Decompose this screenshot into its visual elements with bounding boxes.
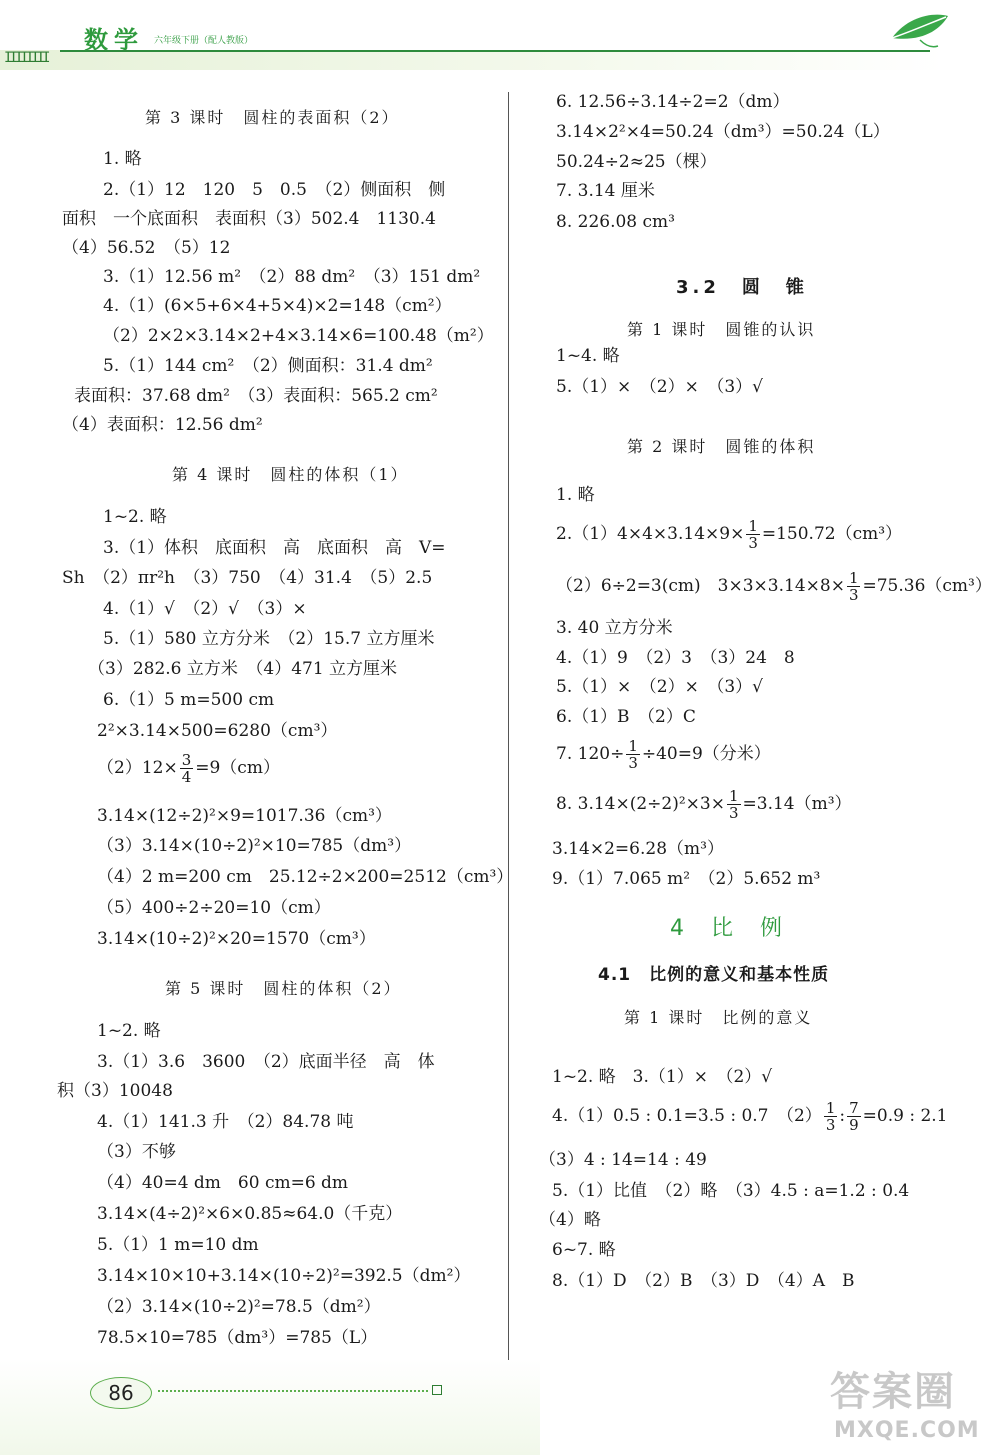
- fraction-denominator: 3: [628, 754, 638, 772]
- column-divider: [508, 92, 509, 1360]
- answer-line: 2.（1）12 120 5 0.5 （2）侧面积 侧: [103, 180, 446, 200]
- answer-line: 4.（1）141.3 升 （2）84.78 吨: [97, 1112, 354, 1132]
- answer-line: 1~4. 略: [556, 346, 620, 366]
- answer-line: 8. 226.08 cm³: [556, 212, 675, 232]
- answer-line: （3）4 : 14=14 : 49: [539, 1150, 707, 1170]
- answer-line: 78.5×10=785（dm³）=785（L）: [97, 1328, 378, 1348]
- footer-band: [0, 1360, 540, 1455]
- expr-text: 8. 3.14×(2÷2)²×3×: [556, 794, 725, 814]
- page-header: [0, 0, 1000, 80]
- answer-line: 面积 一个底面积 表面积（3）502.4 1130.4: [62, 209, 436, 229]
- answer-line: 5.（1）× （2）× （3）√: [556, 677, 763, 697]
- fraction-numerator: 1: [748, 517, 758, 535]
- expr-text: =9（cm）: [195, 758, 280, 778]
- answer-line: 3.（1）12.56 m² （2）88 dm² （3）151 dm²: [103, 267, 481, 287]
- answer-line: （2）3.14×(10÷2)²=78.5（dm²）: [97, 1297, 381, 1317]
- answer-line: 6~7. 略: [552, 1240, 616, 1260]
- fraction-denominator: 3: [728, 804, 739, 822]
- expr-text: 2.（1）4×4×3.14×9×: [556, 524, 745, 544]
- answer-line-fraction: [552, 1100, 948, 1133]
- answer-line: 1~2. 略 3.（1）× （2）√: [552, 1067, 773, 1087]
- answer-line-fraction: [556, 518, 902, 551]
- answer-line: 1~2. 略: [97, 1021, 161, 1041]
- ratio-lesson-1-title: 第 1 课时 比例的意义: [624, 1008, 813, 1027]
- fraction-numerator: 1: [848, 569, 859, 587]
- cone-lesson-1-title: 第 1 课时 圆锥的认识: [627, 320, 816, 339]
- answer-line-fraction: [556, 570, 992, 603]
- answer-line: 3. 40 立方分米: [556, 618, 673, 638]
- expr-text: （2）6÷2=3(cm) 3×3×3.14×8×: [556, 576, 845, 596]
- answer-line: 积（3）10048: [57, 1081, 173, 1101]
- answer-line: 8.（1）D （2）B （3）D （4）A B: [552, 1271, 855, 1291]
- fraction-numerator: 7: [849, 1099, 859, 1117]
- answer-line: （4）表面积：12.56 dm²: [62, 415, 263, 435]
- fraction: [180, 752, 194, 785]
- watermark-main: 答案圈: [830, 1369, 956, 1415]
- fraction-denominator: 3: [848, 586, 859, 604]
- expr-text: ÷40=9（分米）: [641, 744, 771, 764]
- answer-line: Sh （2）πr²h （3）750 （4）31.4 （5）2.5: [62, 568, 433, 588]
- answer-line: 表面积：37.68 dm² （3）表面积：565.2 cm²: [74, 386, 438, 406]
- fraction-denominator: 3: [825, 1116, 836, 1134]
- answer-line: （4）略: [539, 1210, 601, 1230]
- answer-line: 6.（1）B （2）C: [556, 707, 696, 727]
- answer-line: 4.（1）(6×5+6×4+5×4)×2=148（cm²）: [103, 296, 452, 316]
- cone-lesson-2-title: 第 2 课时 圆锥的体积: [627, 437, 816, 456]
- fraction-denominator: 3: [748, 534, 758, 552]
- answer-line: 1~2. 略: [103, 507, 167, 527]
- fraction: [847, 570, 861, 603]
- header-ticks: IIIIIIII: [4, 50, 48, 66]
- answer-line: 3.（1）体积 底面积 高 底面积 高 V=: [103, 538, 446, 558]
- expr-text: =0.9 : 2.1: [862, 1106, 948, 1126]
- answer-line: 2²×3.14×500=6280（cm³）: [97, 721, 338, 741]
- answer-line: 50.24÷2≈25（棵）: [556, 152, 717, 172]
- answer-line: 5.（1）580 立方分米 （2）15.7 立方厘米: [103, 629, 435, 649]
- expr-text: =75.36（cm³）: [862, 576, 992, 596]
- answer-line: 4.（1）9 （2）3 （3）24 8: [556, 648, 795, 668]
- subject-title: 数学: [84, 25, 144, 54]
- lesson-5-title: 第 5 课时 圆柱的体积（2）: [165, 979, 402, 998]
- expr-text: :: [839, 1106, 846, 1126]
- book-subtitle: 六年级下册（配人教版）: [154, 36, 254, 46]
- answer-line: （3）不够: [97, 1142, 176, 1162]
- answer-line: 3.14×10×10+3.14×(10÷2)²=392.5（dm²）: [97, 1266, 471, 1286]
- fraction: [824, 1100, 838, 1133]
- fraction-numerator: 3: [181, 751, 192, 769]
- answer-line-fraction: [556, 738, 771, 771]
- answer-line: 3.14×(12÷2)²×9=1017.36（cm³）: [97, 806, 392, 826]
- answer-line-fraction: [556, 788, 852, 821]
- leaf-icon: [890, 8, 950, 50]
- section-3-2-title: 3.2 圆 锥: [676, 277, 808, 298]
- answer-line: 3.14×2=6.28（m³）: [552, 839, 724, 859]
- answer-line: （4）2 m=200 cm 25.12÷2×200=2512（cm³）: [97, 867, 514, 887]
- answer-line-fraction: [97, 752, 280, 785]
- fraction: [746, 518, 760, 551]
- answer-line: 5.（1）× （2）× （3）√: [556, 377, 763, 397]
- fraction: [626, 738, 640, 771]
- answer-line: （2）2×2×3.14×2+4×3.14×6=100.48（m²）: [103, 326, 494, 346]
- fraction-denominator: 4: [181, 768, 192, 786]
- chapter-4-title: 4 比 例: [670, 916, 792, 941]
- section-4-1-title: 4.1 比例的意义和基本性质: [598, 965, 830, 985]
- answer-line: 5.（1）1 m=10 dm: [97, 1235, 259, 1255]
- answer-line: 1. 略: [556, 485, 595, 505]
- expr-text: （2）12×: [97, 758, 178, 778]
- answer-line: 9.（1）7.065 m² （2）5.652 m³: [552, 869, 821, 889]
- answer-line: （3）282.6 立方米 （4）471 立方厘米: [88, 659, 398, 679]
- fraction-denominator: 9: [849, 1116, 859, 1134]
- answer-line: 3.14×(4÷2)²×6×0.85≈64.0（千克）: [97, 1204, 403, 1224]
- expr-text: =3.14（m³）: [742, 794, 852, 814]
- watermark: [820, 1360, 995, 1450]
- fraction-numerator: 1: [728, 787, 739, 805]
- answer-line: （3）3.14×(10÷2)²×10=785（dm³）: [97, 836, 412, 856]
- answer-line: 6. 12.56÷3.14÷2=2（dm）: [556, 92, 790, 112]
- footer-dotted-rule: [158, 1390, 428, 1392]
- watermark-site: MXQE.COM: [834, 1418, 980, 1443]
- lesson-3-title: 第 3 课时 圆柱的表面积（2）: [145, 108, 400, 127]
- answer-line: 3.（1）3.6 3600 （2）底面半径 高 体: [97, 1052, 435, 1072]
- answer-line: （5）400÷2÷20=10（cm）: [97, 898, 331, 918]
- answer-line: 5.（1）144 cm² （2）侧面积：31.4 dm²: [103, 356, 433, 376]
- expr-text: 7. 120÷: [556, 744, 625, 764]
- page-number: 86: [90, 1377, 152, 1409]
- footer-square-icon: [432, 1385, 442, 1395]
- fraction-numerator: 1: [628, 737, 638, 755]
- answer-line: 7. 3.14 厘米: [556, 181, 655, 201]
- answer-line: 3.14×2²×4=50.24（dm³）=50.24（L）: [556, 122, 890, 142]
- expr-text: =150.72（cm³）: [761, 524, 903, 544]
- expr-text: 4.（1）0.5 : 0.1=3.5 : 0.7 （2）: [552, 1106, 822, 1126]
- lesson-4-title: 第 4 课时 圆柱的体积（1）: [172, 465, 409, 484]
- answer-line: （4）56.52 （5）12: [62, 238, 231, 258]
- answer-line: （4）40=4 dm 60 cm=6 dm: [97, 1173, 349, 1193]
- answer-line: 5.（1）比值 （2）略 （3）4.5 : a=1.2 : 0.4: [552, 1181, 910, 1201]
- answer-line: 6.（1）5 m=500 cm: [103, 690, 275, 710]
- fraction: [727, 788, 741, 821]
- answer-line: 3.14×(10÷2)²×20=1570（cm³）: [97, 929, 376, 949]
- answer-line: 4.（1）√ （2）√ （3）×: [103, 599, 307, 619]
- header-rule: [60, 50, 930, 52]
- answer-line: 1. 略: [103, 149, 142, 169]
- fraction-numerator: 1: [825, 1099, 836, 1117]
- fraction: [847, 1100, 861, 1133]
